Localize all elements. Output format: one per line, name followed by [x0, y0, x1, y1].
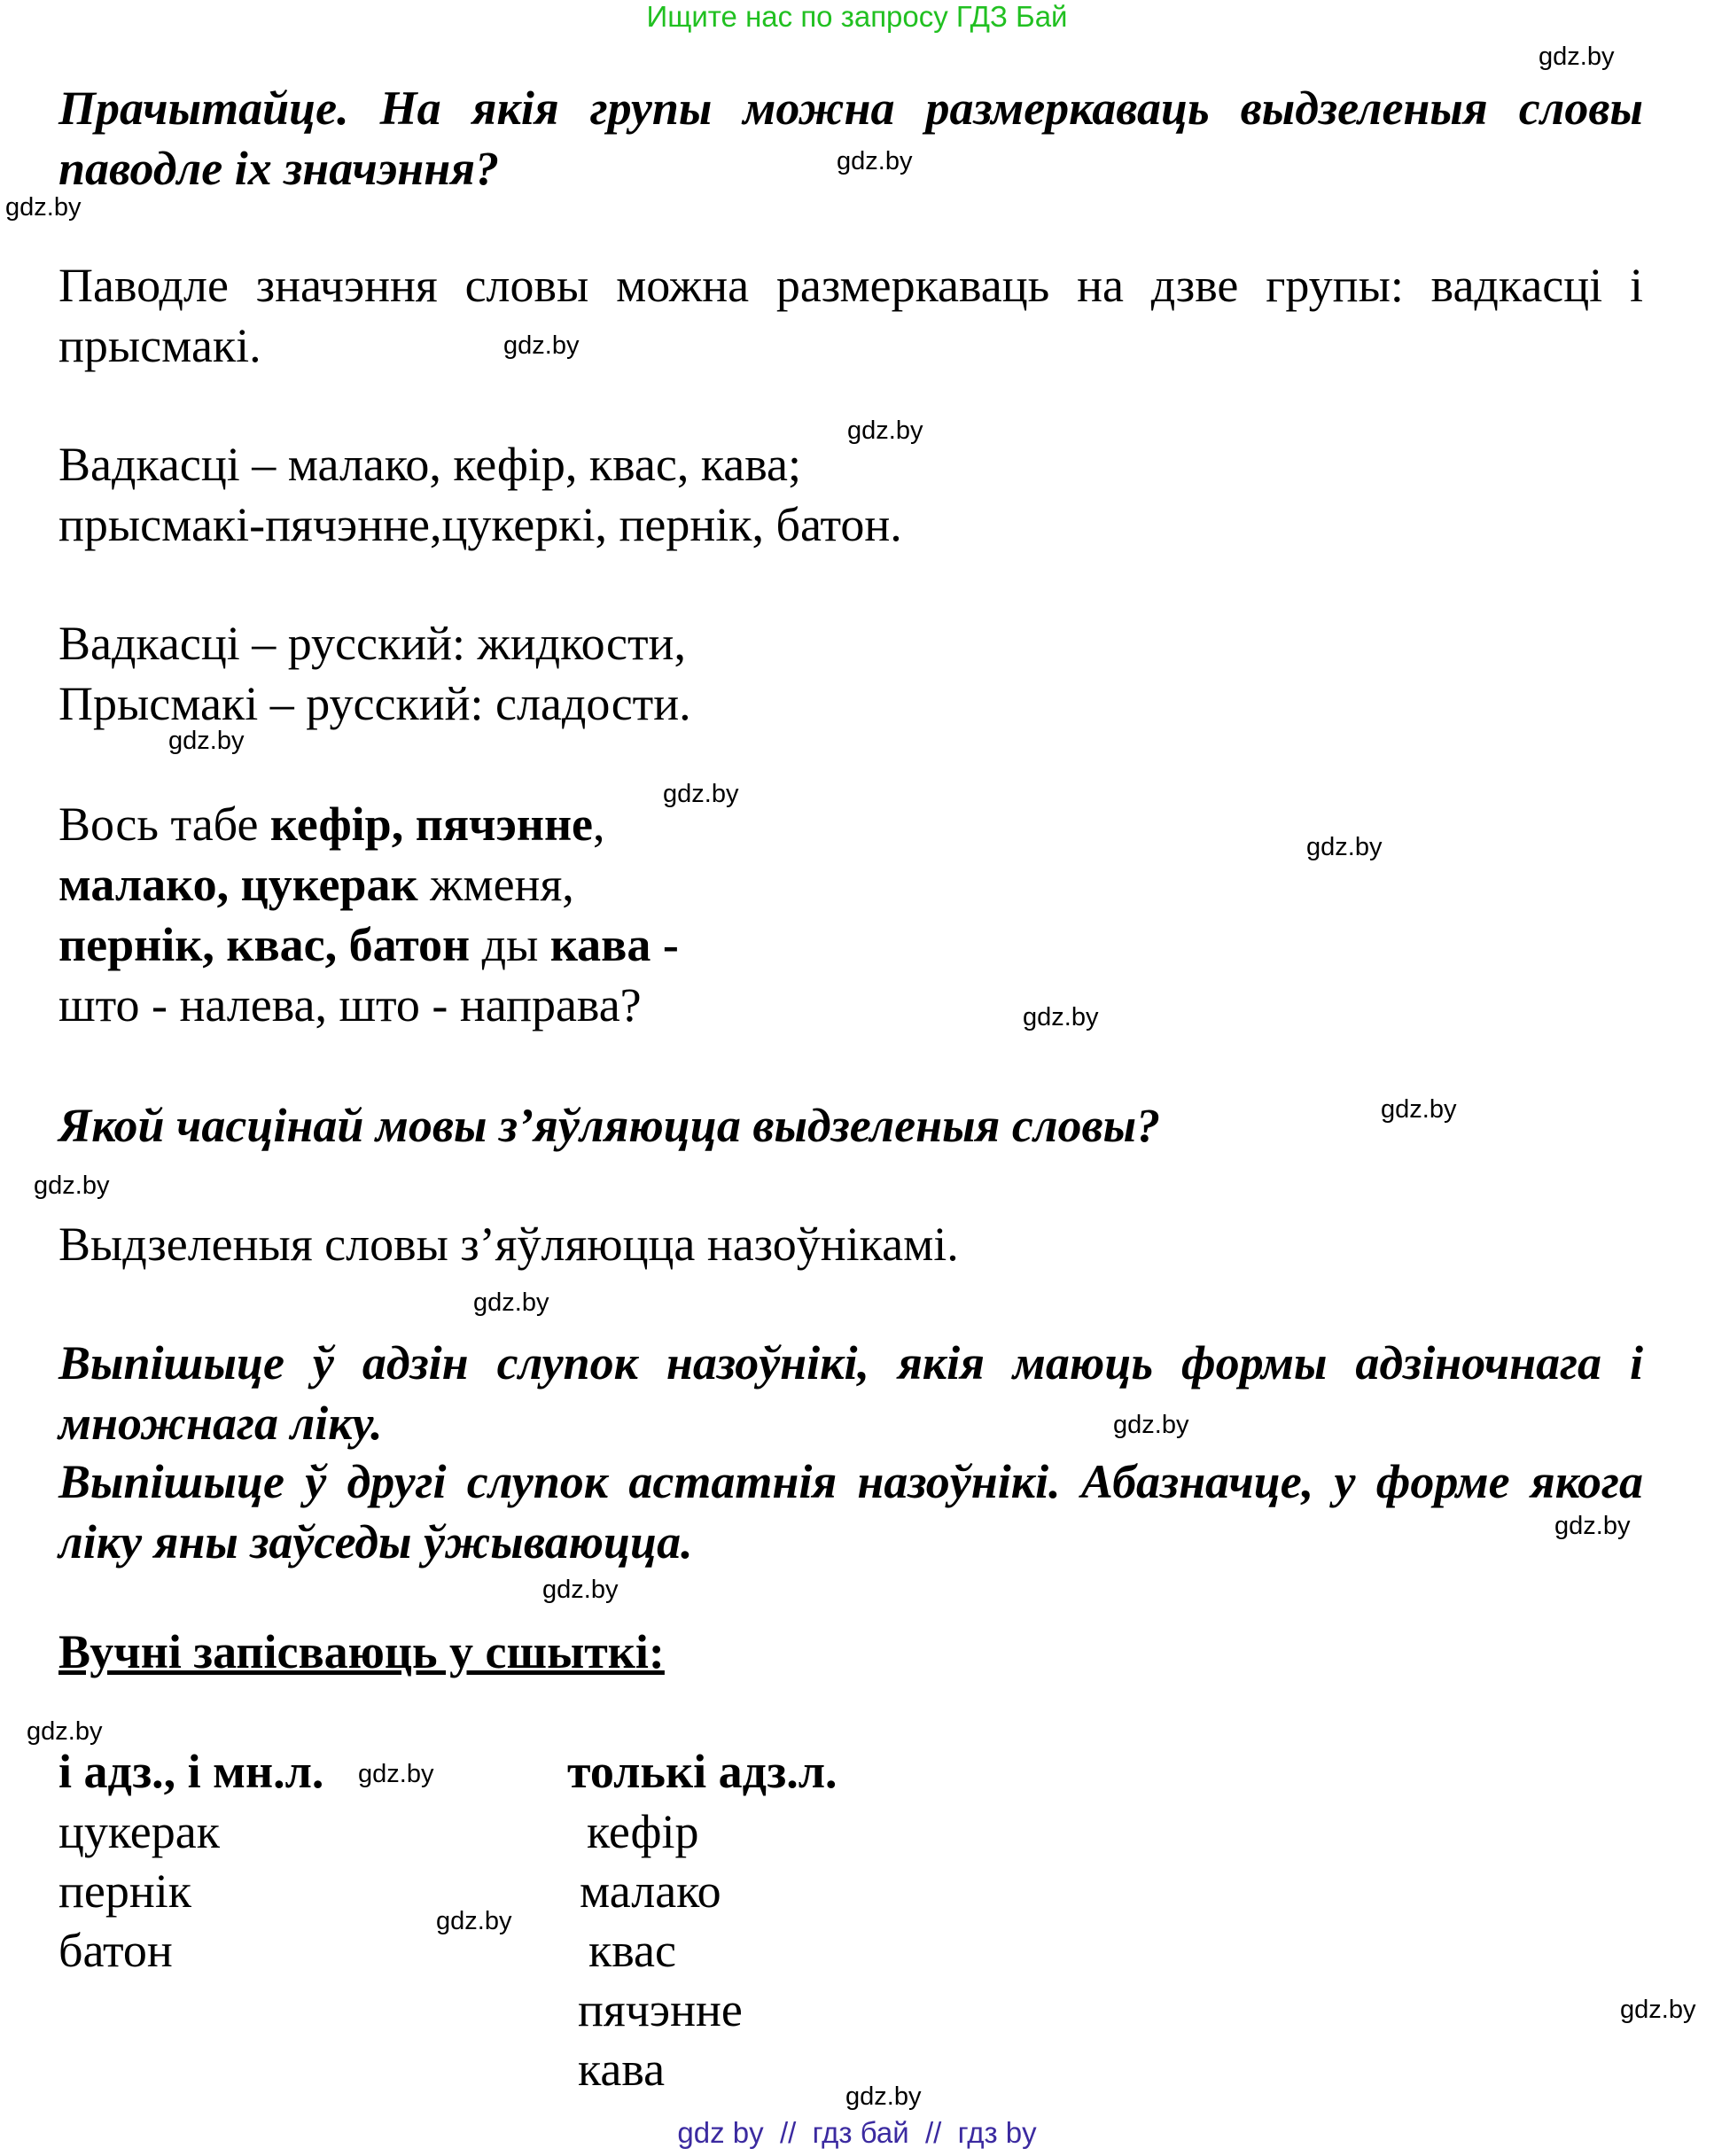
watermark: gdz.by — [358, 1760, 434, 1788]
translation-line-1: Вадкасці – русский: жидкости, — [58, 617, 686, 670]
watermark: gdz.by — [845, 2082, 922, 2111]
watermark: gdz.by — [168, 727, 245, 755]
watermark: gdz.by — [34, 1171, 110, 1200]
footer-links[interactable]: gdz by // гдз бай // гдз by — [677, 2116, 1037, 2149]
watermark: gdz.by — [1620, 1996, 1696, 2024]
poem-line-3 — [58, 915, 679, 975]
poem-highlight: пернік, квас, батон — [58, 918, 471, 971]
watermark: gdz.by — [663, 780, 739, 808]
col1-header: і адз., і мн.л. — [58, 1745, 324, 1798]
poem-text: Вось табе — [58, 798, 270, 851]
notebook-heading: Вучні запісваюць у сшыткі: — [58, 1625, 665, 1678]
col2-item: кава — [578, 2043, 666, 2096]
question-4: Выпішыце ў другі слупок астатнія назоўнікі. Абазначце, у форме якога ліку яны заўседы ўжываюцца. — [58, 1455, 1643, 1568]
watermark: gdz.by — [1023, 1003, 1099, 1031]
site-banner: Ищите нас по запросу ГДЗ Бай — [646, 0, 1068, 33]
poem-highlight: кава - — [549, 918, 679, 971]
watermark: gdz.by — [1539, 43, 1615, 71]
col1-item: пернік — [58, 1864, 192, 1918]
col1-item: цукерак — [58, 1805, 220, 1858]
poem-highlight: кефір, пячэнне — [269, 798, 594, 851]
watermark: gdz.by — [473, 1288, 549, 1317]
col2-item: пячэнне — [578, 1983, 743, 2036]
groups-line-2: прысмакі-пячэнне,цукеркі, пернік, батон. — [58, 498, 902, 551]
watermark: gdz.by — [436, 1907, 512, 1935]
col2-item: малако — [580, 1864, 721, 1918]
poem-highlight: малако, цукерак — [58, 858, 418, 911]
watermark: gdz.by — [1306, 833, 1383, 861]
watermark: gdz.by — [503, 331, 580, 360]
col1-item: батон — [58, 1924, 173, 1977]
watermark: gdz.by — [847, 416, 923, 445]
question-1: Прачытайце. На якія групы можна размеркаваць выдзеленыя словы паводле іх значэння? — [58, 82, 1643, 195]
watermark: gdz.by — [27, 1717, 103, 1746]
answer-1: Паводле значэння словы можна размеркаваць на дзве групы: вадкасці і прысмакі. — [58, 259, 1643, 372]
translation-line-2: Прысмакі – русский: сладости. — [58, 677, 691, 730]
watermark: gdz.by — [1113, 1411, 1189, 1439]
poem-text: жменя, — [417, 858, 574, 911]
col2-header: толькі адз.л. — [567, 1745, 838, 1798]
watermark: gdz.by — [1554, 1512, 1631, 1540]
poem-text: , — [593, 798, 605, 851]
poem-text: ды — [470, 918, 550, 971]
watermark: gdz.by — [837, 147, 913, 175]
col2-item: квас — [588, 1924, 676, 1977]
question-2: Якой часцінай мовы з’яўляюцца выдзеленыя словы? — [58, 1099, 1161, 1152]
watermark: gdz.by — [1381, 1095, 1457, 1124]
answer-2: Выдзеленыя словы з’яўляюцца назоўнікамі. — [58, 1218, 959, 1271]
col2-item: кефір — [587, 1805, 699, 1858]
question-3: Выпішыце ў адзін слупок назоўнікі, якія маюць формы адзіночнага і множнага ліку. — [58, 1336, 1643, 1450]
poem-line-4: што - налева, што - направа? — [58, 978, 642, 1031]
groups-line-1: Вадкасці – малако, кефір, квас, кава; — [58, 438, 801, 491]
poem-line-2 — [58, 854, 574, 915]
watermark: gdz.by — [5, 193, 82, 222]
watermark: gdz.by — [542, 1576, 619, 1604]
poem-line-1 — [58, 794, 605, 854]
